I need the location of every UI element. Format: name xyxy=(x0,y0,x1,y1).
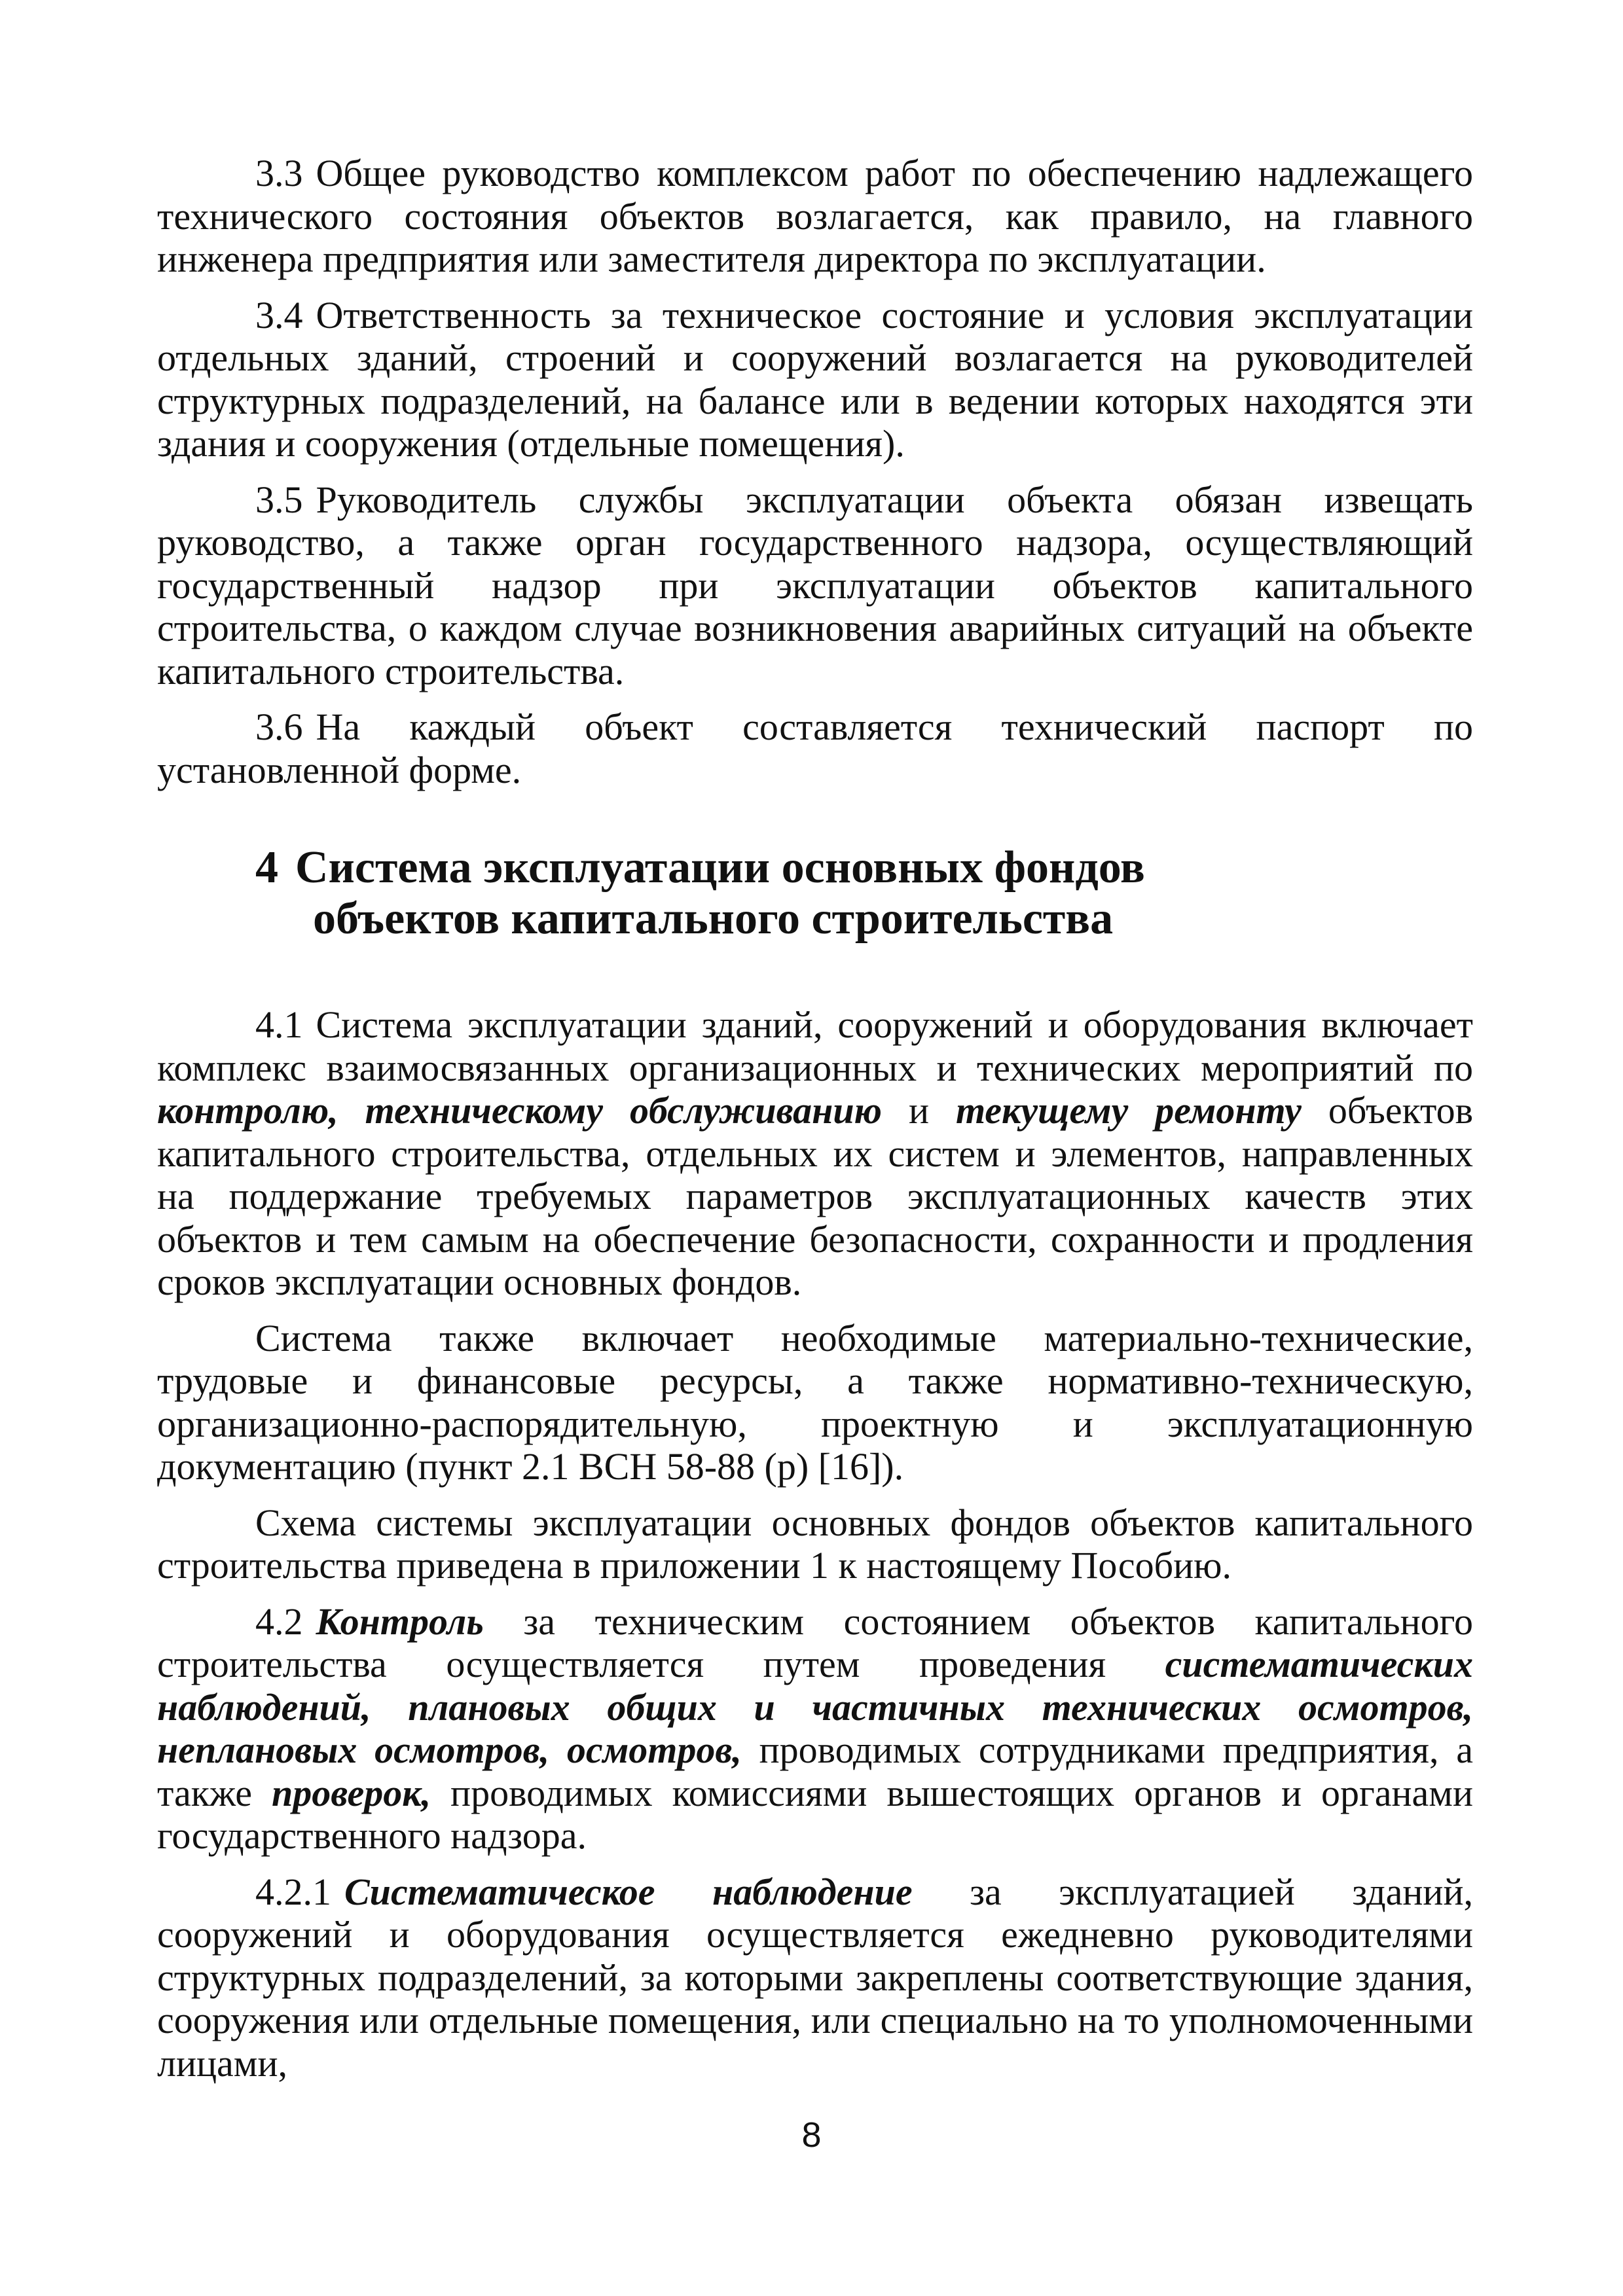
paragraph-3-5 xyxy=(157,478,1473,693)
paragraph-number: 4.2.1 xyxy=(255,1870,331,1913)
paragraph-4-1-scheme xyxy=(157,1501,1473,1587)
paragraph-number: 3.5 xyxy=(255,478,303,521)
paragraph-4-1 xyxy=(157,1003,1473,1304)
paragraph-text: Руководитель службы эксплуатации объекта обязан извещать руководство, а также орган государственного надзора, осуществляющий государственный надзор при эксплуатации объектов капитального строительства, о каждом случае возникновения аварийных ситуаций на объекте капитального строительства. xyxy=(157,478,1473,692)
emphasis-text: текущему ремонту xyxy=(955,1089,1302,1132)
paragraph-4-1-continued xyxy=(157,1317,1473,1488)
paragraph-3-3 xyxy=(157,152,1473,281)
paragraph-3-6 xyxy=(157,706,1473,791)
emphasis-text: контролю, техническому обслуживанию xyxy=(157,1089,882,1132)
heading-title-part-2: объектов капитального строительства xyxy=(313,893,1114,944)
paragraph-4-2 xyxy=(157,1600,1473,1857)
paragraph-4-2-1 xyxy=(157,1871,1473,2085)
emphasis-text: проверок, xyxy=(271,1771,431,1814)
heading-title-part-1: Система эксплуатации основных фондов xyxy=(295,842,1145,893)
page-number: 8 xyxy=(801,2115,822,2155)
heading-number: 4 xyxy=(255,842,278,893)
emphasis-text: систематических наблюдений, плановых общих и частичных технических осмотров, неплановых осмотров, осмотров, xyxy=(157,1643,1473,1771)
paragraph-text: Система также включает необходимые материально-технические, трудовые и финансовые ресурсы, а также нормативно-техническую, организационно-распорядительную, проектную и эксплуатационную документацию (пункт 2.1 ВСН 58-88 (р) [16]). xyxy=(157,1316,1473,1488)
paragraph-number: 3.3 xyxy=(255,152,303,194)
paragraph-text: Общее руководство комплексом работ по обеспечению надлежащего технического состояния объектов возлагается, как правило, на главного инженера предприятия или заместителя директора по эксплуатации. xyxy=(157,152,1473,280)
paragraph-text: за эксплуатацией зданий, сооружений и оборудования осуществляется ежедневно руководителями структурных подразделений, за которыми закреплены соответствующие здания, сооружения или отдельные помещения, или специально на то уполномоченными лицами, xyxy=(157,1870,1473,2085)
paragraph-text: и xyxy=(908,1089,929,1132)
paragraph-text: проводимых комиссиями вышестоящих органов и органами государственного надзора. xyxy=(157,1771,1474,1857)
paragraph-number: 3.6 xyxy=(255,706,303,748)
emphasis-text: Систематическое наблюдение xyxy=(344,1870,913,1913)
paragraph-text: На каждый объект составляется технический паспорт по установленной форме. xyxy=(157,706,1473,791)
emphasis-text: Контроль xyxy=(316,1600,484,1643)
section-heading xyxy=(157,842,1473,944)
paragraph-number: 3.4 xyxy=(255,293,303,336)
paragraph-text: проводимых сотрудниками предприятия, а также xyxy=(157,1729,1473,1814)
paragraph-3-4 xyxy=(157,294,1473,465)
document-body xyxy=(157,152,1473,2098)
heading-line-1 xyxy=(157,842,1473,893)
paragraph-text: объектов капитального строительства, отдельных их систем и элементов, направленных на поддержание требуемых параметров эксплуатационных качеств этих объектов и тем самым на обеспечение безопасности, сохранности и продления сроков эксплуатации основных фондов. xyxy=(157,1089,1473,1303)
paragraph-text: Ответственность за техническое состояние и условия эксплуатации отдельных зданий, строений и сооружений возлагается на руководителей структурных подразделений, на балансе или в ведении которых находятся эти здания и сооружения (отдельные помещения). xyxy=(157,293,1473,465)
paragraph-text: Система эксплуатации зданий, сооружений и оборудования включает комплекс взаимосвязанных организационных и технических мероприятий по xyxy=(157,1003,1473,1089)
paragraph-text: за техническим состоянием объектов капитального строительства осуществляется путем проведения xyxy=(157,1600,1473,1685)
paragraph-text: Схема системы эксплуатации основных фондов объектов капитального строительства приведена в приложении 1 к настоящему Пособию. xyxy=(157,1501,1473,1587)
paragraph-number: 4.1 xyxy=(255,1003,303,1046)
paragraph-number: 4.2 xyxy=(255,1600,303,1643)
